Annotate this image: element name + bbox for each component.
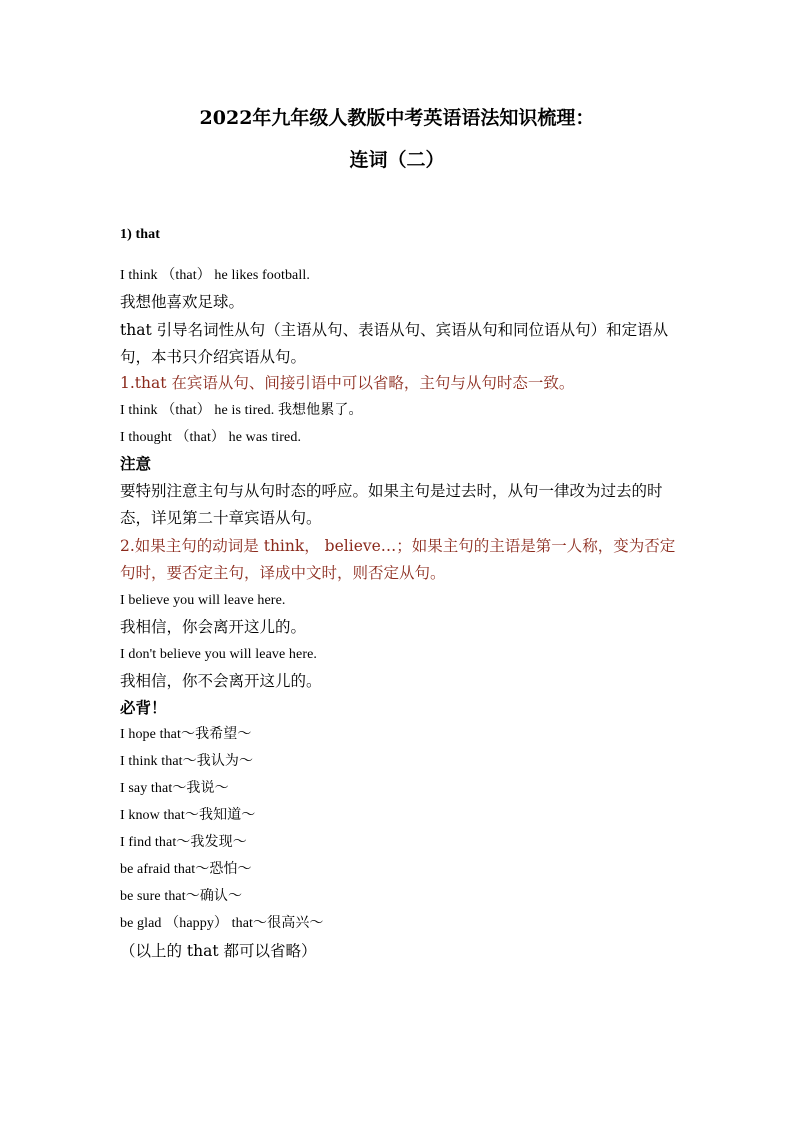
- phrase-item: be afraid that～恐怕～: [120, 862, 252, 877]
- intro-paragraph: that 引导名词性从句（主语从句、表语从句、宾语从句和同位语从句）和定语从句，本书只介绍宾语从句。: [120, 321, 669, 366]
- phrase-item: I say that～我说～: [120, 781, 229, 796]
- memorize-heading: 必背！: [120, 698, 167, 717]
- phrase-item: be glad （happy） that～很高兴～: [120, 916, 324, 931]
- footnote: （以上的 that 都可以省略）: [120, 942, 317, 960]
- example-sentence: I thought （that） he was tired.: [120, 430, 302, 445]
- example-sentence-en: I believe you will leave here.: [120, 593, 286, 608]
- phrase-item: I find that～我发现～: [120, 835, 247, 850]
- document-title: 2022年九年级人教版中考英语语法知识梳理：: [199, 107, 595, 129]
- example-translation-zh: 我相信，你会离开这儿的。: [120, 618, 307, 636]
- phrase-item: I hope that～我希望～: [120, 727, 252, 742]
- section-heading: 1) that: [120, 227, 160, 242]
- rule-1: 1.that 在宾语从句、间接引语中可以省略，主句与从句时态一致。: [120, 374, 575, 392]
- example-sentence-en: I don't believe you will leave here.: [120, 647, 317, 662]
- note-heading: 注意: [120, 454, 152, 473]
- example-sentence-en: I think （that） he likes football.: [120, 268, 310, 283]
- example-translation-zh: 我相信，你不会离开这儿的。: [120, 672, 322, 690]
- phrase-item: I think that～我认为～: [120, 754, 254, 769]
- example-translation-zh: 我想他喜欢足球。: [120, 293, 245, 311]
- note-paragraph: 要特别注意主句与从句时态的呼应。如果主句是过去时，从句一律改为过去的时态，详见第二十章宾语从句。: [120, 482, 663, 527]
- document-subtitle: 连词（二）: [349, 149, 445, 171]
- example-sentence: I think （that） he is tired. 我想他累了。: [120, 403, 363, 418]
- phrase-item: be sure that～确认～: [120, 889, 243, 904]
- rule-2: 2.如果主句的动词是 think， believe…；如果主句的主语是第一人称，变为否定句时，要否定主句，译成中文时，则否定从句。: [120, 537, 676, 582]
- phrase-item: I know that～我知道～: [120, 808, 256, 823]
